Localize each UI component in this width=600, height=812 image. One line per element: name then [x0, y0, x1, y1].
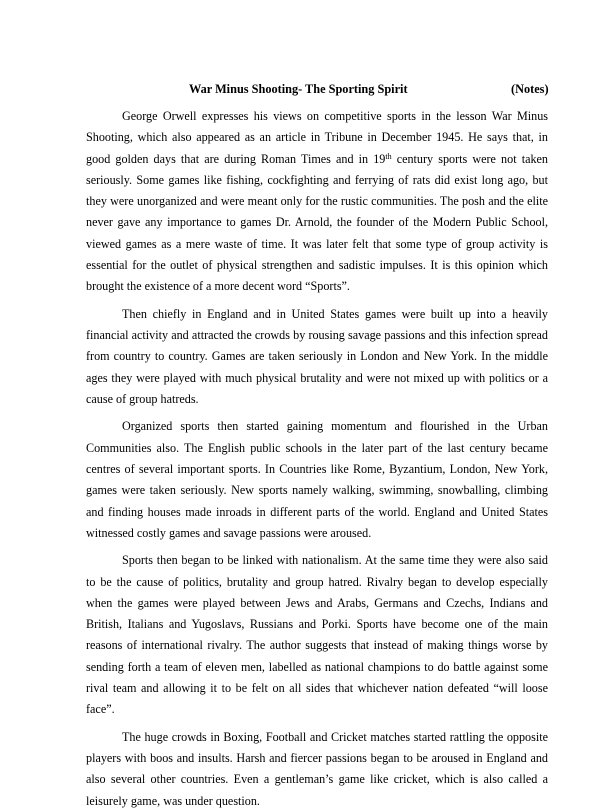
paragraph-1 [86, 106, 548, 298]
ordinal-suffix: th [385, 151, 392, 161]
paragraph-2: Then chiefly in England and in United States games were built up into a heavily financial activity and attracted the crowds by rousing savage passions and this infection spread from country to country. Games are taken seriously in London and New York. In the middle ages they were played with much physical brutality and were not mixed up with politics or a cause of group hatreds. [86, 306, 548, 406]
paragraph-4: Sports then began to be linked with nationalism. At the same time they were also said to be the cause of politics, brutality and group hatred. Rivalry began to develop especially when the games were played between Jews and Arabs, Germans and Czechs, Indians and British, Italians and Yugoslavs, Russians and Porki. Sports have become one of the main reasons of international rivalry. The author suggests that instead of making things worse by sending forth a team of eleven men, labelled as national champions to do battle against some rival team and allowing it to be felt on all sides that whichever nation defeated “will loose face”. [86, 553, 548, 717]
paragraph-1-text-start: George Orwell expresses his views on competitive sports in the lesson War Minus Shooting, which also appeared as an article in Tribune in December 1945. He says that, in good golden days that are during Roman Times and in 19 [86, 109, 548, 166]
paragraph-5: The huge crowds in Boxing, Football and Cricket matches started rattling the opposite players with boos and insults. Harsh and fiercer passions began to be aroused in England and also several other countries. Even a gentleman’s game like cricket, which is also called a leisurely game, was under question. [86, 729, 548, 808]
document-body [86, 106, 548, 812]
paragraph-1-text-end: century sports were not taken seriously. Some games like fishing, cockfighting and ferrying of rats did exist long ago, but they were unorganized and were meant only for the rustic communities. The posh and the elite never gave any importance to games Dr. Arnold, the founder of the Modern Public School, viewed games as a mere waste of time. It was later felt that some type of group activity is essential for the outlet of physical strengthen and sadistic impulses. It is this opinion which brought the existence of a more decent word “Sports”. [86, 151, 548, 294]
paragraph-3: Organized sports then started gaining momentum and flourished in the Urban Communities also. The English public schools in the later part of the last century became centres of several important sports. In Countries like Rome, Byzantium, London, New York, games were taken seriously. New sports namely walking, swimming, snowballing, climbing and finding houses made inroads in different parts of the world. England and United States witnessed costly games and savage passions were aroused. [86, 419, 548, 540]
notes-label: (Notes) [511, 82, 549, 96]
document-heading [189, 82, 549, 96]
document-title: War Minus Shooting- The Sporting Spirit [189, 82, 408, 96]
